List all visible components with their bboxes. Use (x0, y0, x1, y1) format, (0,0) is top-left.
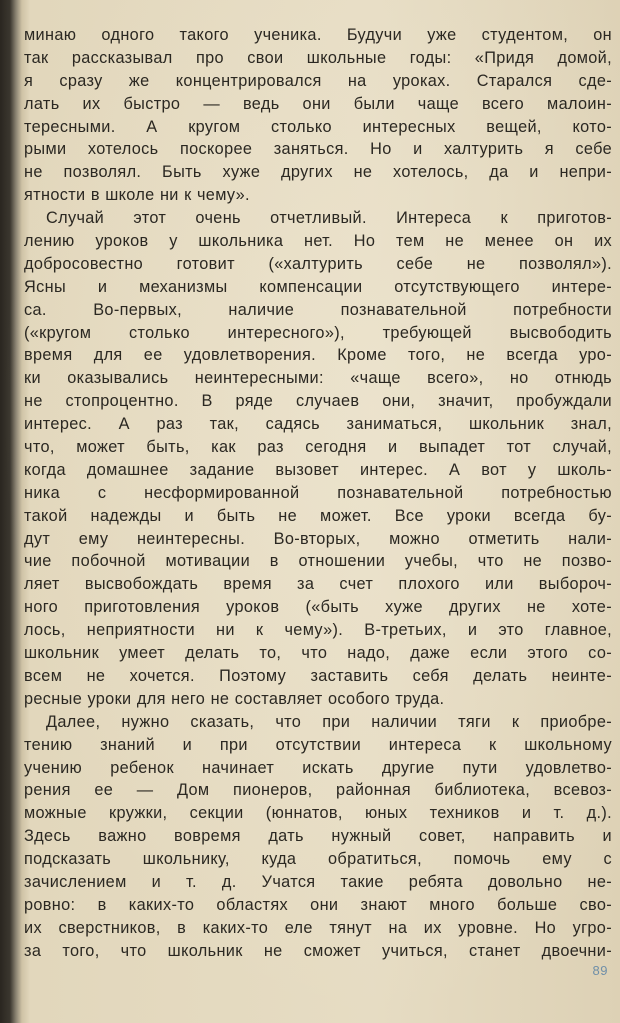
text-line: Ясны и механизмы компенсации отсутствующего интере- (24, 277, 612, 296)
text-line: их сверстников, в каких-то еле тянут на их уровне. Но угро- (24, 918, 612, 937)
text-line: Здесь важно вовремя дать нужный совет, направить и (24, 827, 612, 846)
text-line: рыми хотелось поскорее заняться. Но и халтурить я себе (24, 140, 612, 159)
text-line: когда домашнее задание вызовет интерес. А вот у школь- (24, 460, 612, 479)
text-line: всем не хочется. Поэтому заставить себя делать неинте- (24, 666, 612, 685)
text-line: не позволял. Быть хуже других не хотелось, да и непри- (24, 163, 612, 182)
text-line: не стопроцентно. В ряде случаев они, значит, пробуждали (24, 392, 612, 411)
text-line: интерес. А раз так, садясь заниматься, школьник знал, (24, 415, 612, 434)
text-line: минаю одного такого ученика. Будучи уже студентом, он (24, 26, 612, 44)
text-line: я сразу же концентрировался на уроках. Старался сде- (24, 71, 612, 90)
text-line: Далее, нужно сказать, что при наличии тяги к приобре- (46, 712, 612, 731)
body-text (24, 24, 612, 963)
text-line: такой надежды и быть не может. Все уроки всегда бу- (24, 506, 612, 525)
text-line: Случай этот очень отчетливый. Интереса к приготов- (46, 209, 612, 228)
binding-gutter (0, 0, 18, 1023)
text-line: ки оказывались неинтересными: «чаще всего», но отнюдь (24, 369, 612, 388)
text-line: лось, неприятности ни к чему»). В-третьих, и это главное, (24, 621, 612, 640)
text-line: ятности в школе ни к чему». (24, 186, 250, 205)
text-line: чие побочной мотивации в отношении учебы, что не позво- (24, 552, 612, 571)
text-line: учению ребенок начинает искать другие пути удовлетво- (24, 758, 612, 777)
text-line: ляет высвобождать время за счет плохого или выбороч- (24, 575, 612, 594)
text-line: ровно: в каких-то областях они знают много больше сво- (24, 895, 612, 914)
text-line: («кругом столько интересного»), требующей высвободить (24, 323, 612, 342)
text-line: добросовестно готовит («халтурить себе не позволял»). (24, 254, 612, 273)
text-line: тению знаний и при отсутствии интереса к школьному (24, 735, 612, 754)
text-line: са. Во-первых, наличие познавательной потребности (24, 300, 612, 319)
text-line: школьник умеет делать то, что надо, даже если этого со- (24, 644, 612, 663)
text-line: за того, что школьник не сможет учиться, станет двоечни- (24, 941, 612, 960)
text-line: дут ему неинтересны. Во-вторых, можно отметить нали- (24, 529, 612, 548)
page-number: 89 (592, 963, 608, 978)
text-line: ника с несформированной познавательной потребностью (24, 483, 612, 502)
text-line: ресные уроки для него не составляет особого труда. (24, 689, 445, 708)
text-line: так рассказывал про свои школьные годы: «Придя домой, (24, 48, 612, 67)
text-line: ного приготовления уроков («быть хуже других не хоте- (24, 598, 612, 617)
text-line: можные кружки, секции (юннатов, юных техников и т. д.). (24, 804, 612, 823)
text-line: лать их быстро — ведь они были чаще всего малоин- (24, 94, 612, 113)
text-line: что, может быть, как раз сегодня и выпадет тот случай, (24, 438, 612, 457)
text-line: время для ее удовлетворения. Кроме того, не всегда уро- (24, 346, 612, 365)
text-line: рения ее — Дом пионеров, районная библиотека, всевоз- (24, 781, 612, 800)
text-line: зачислением и т. д. Учатся такие ребята довольно не- (24, 872, 612, 891)
text-line: лению уроков у школьника нет. Но тем не менее он их (24, 232, 612, 251)
text-line: тересными. А кругом столько интересных вещей, кото- (24, 117, 612, 136)
text-line: подсказать школьнику, куда обратиться, помочь ему с (24, 850, 612, 869)
